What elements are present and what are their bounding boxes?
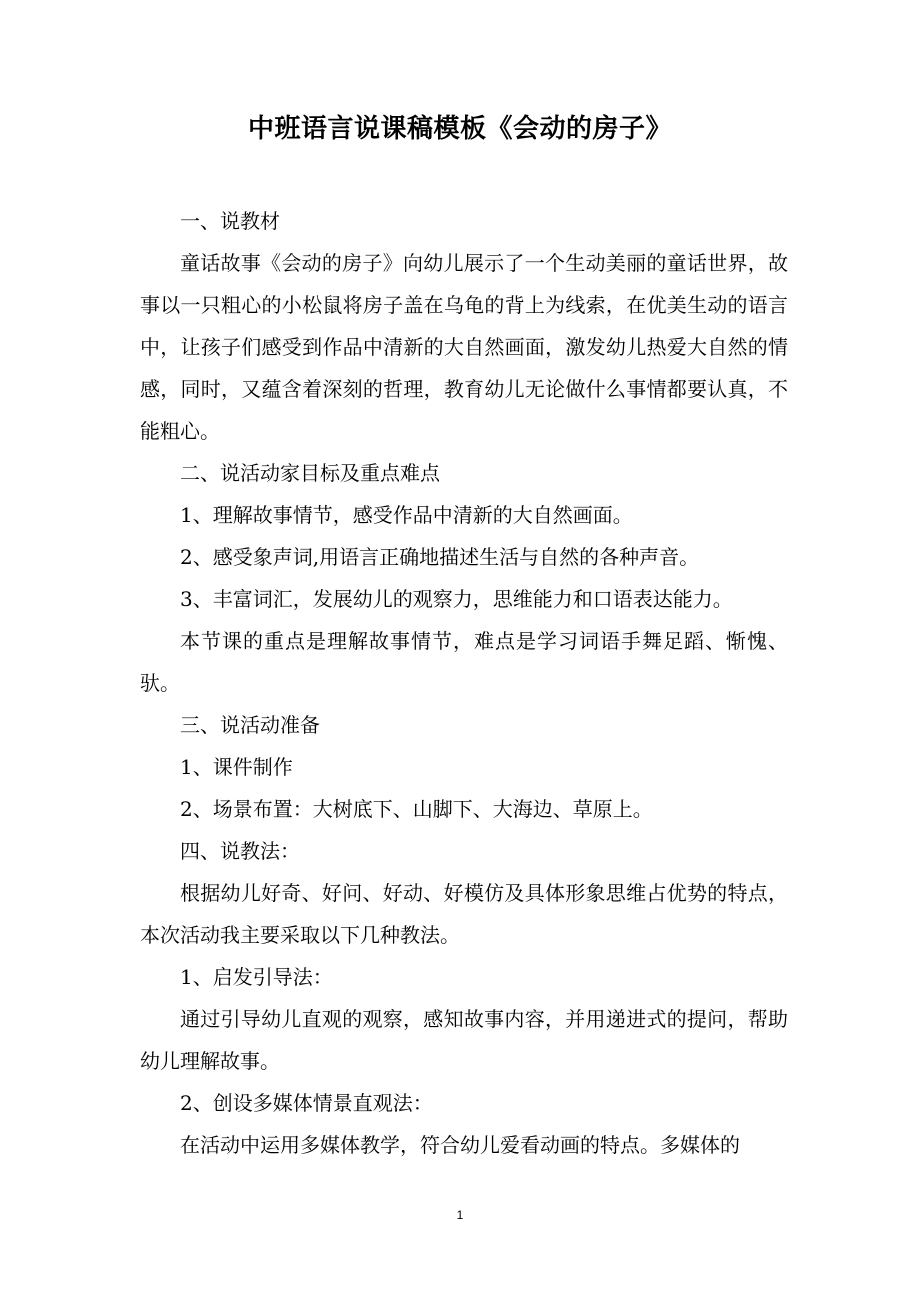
section-heading: 三、说活动准备 xyxy=(180,713,320,737)
body-paragraph: 根据幼儿好奇、好问、好动、好模仿及具体形象思维占优势的特点，本次活动我主要采取以下几种教法。 xyxy=(140,881,788,947)
list-item: 2、场景布置：大树底下、山脚下、大海边、草原上。 xyxy=(180,797,653,821)
body-paragraph: 在活动中运用多媒体教学，符合幼儿爱看动画的特点。多媒体的 xyxy=(180,1133,740,1157)
list-item: 2、创设多媒体情景直观法： xyxy=(180,1091,433,1115)
list-item: 1、课件制作 xyxy=(180,755,293,779)
body-paragraph: 童话故事《会动的房子》向幼儿展示了一个生动美丽的童话世界，故事以一只粗心的小松鼠将房子盖在乌龟的背上为线索，在优美生动的语言中，让孩子们感受到作品中清新的大自然画面，激发幼儿热爱大自然的情感，同时，又蕴含着深刻的哲理，教育幼儿无论做什么事情都要认真，不能粗心。 xyxy=(140,251,788,443)
document-title: 中班语言说课稿模板《会动的房子》 xyxy=(247,114,672,144)
list-item: 2、感受象声词,用语言正确地描述生活与自然的各种声音。 xyxy=(180,545,700,569)
list-item: 3、丰富词汇，发展幼儿的观察力，思维能力和口语表达能力。 xyxy=(180,587,733,611)
list-item: 1、理解故事情节，感受作品中清新的大自然画面。 xyxy=(180,503,633,527)
section-heading: 四、说教法： xyxy=(180,839,300,863)
body-paragraph: 本节课的重点是理解故事情节，难点是学习词语手舞足蹈、惭愧、驮。 xyxy=(140,629,788,695)
page-number: 1 xyxy=(456,1208,464,1222)
section-heading: 二、说活动家目标及重点难点 xyxy=(180,461,440,485)
body-paragraph: 通过引导幼儿直观的观察，感知故事内容，并用递进式的提问，帮助幼儿理解故事。 xyxy=(140,1007,788,1073)
document-body xyxy=(140,200,788,1166)
section-heading: 一、说教材 xyxy=(180,209,280,233)
list-item: 1、启发引导法： xyxy=(180,965,333,989)
